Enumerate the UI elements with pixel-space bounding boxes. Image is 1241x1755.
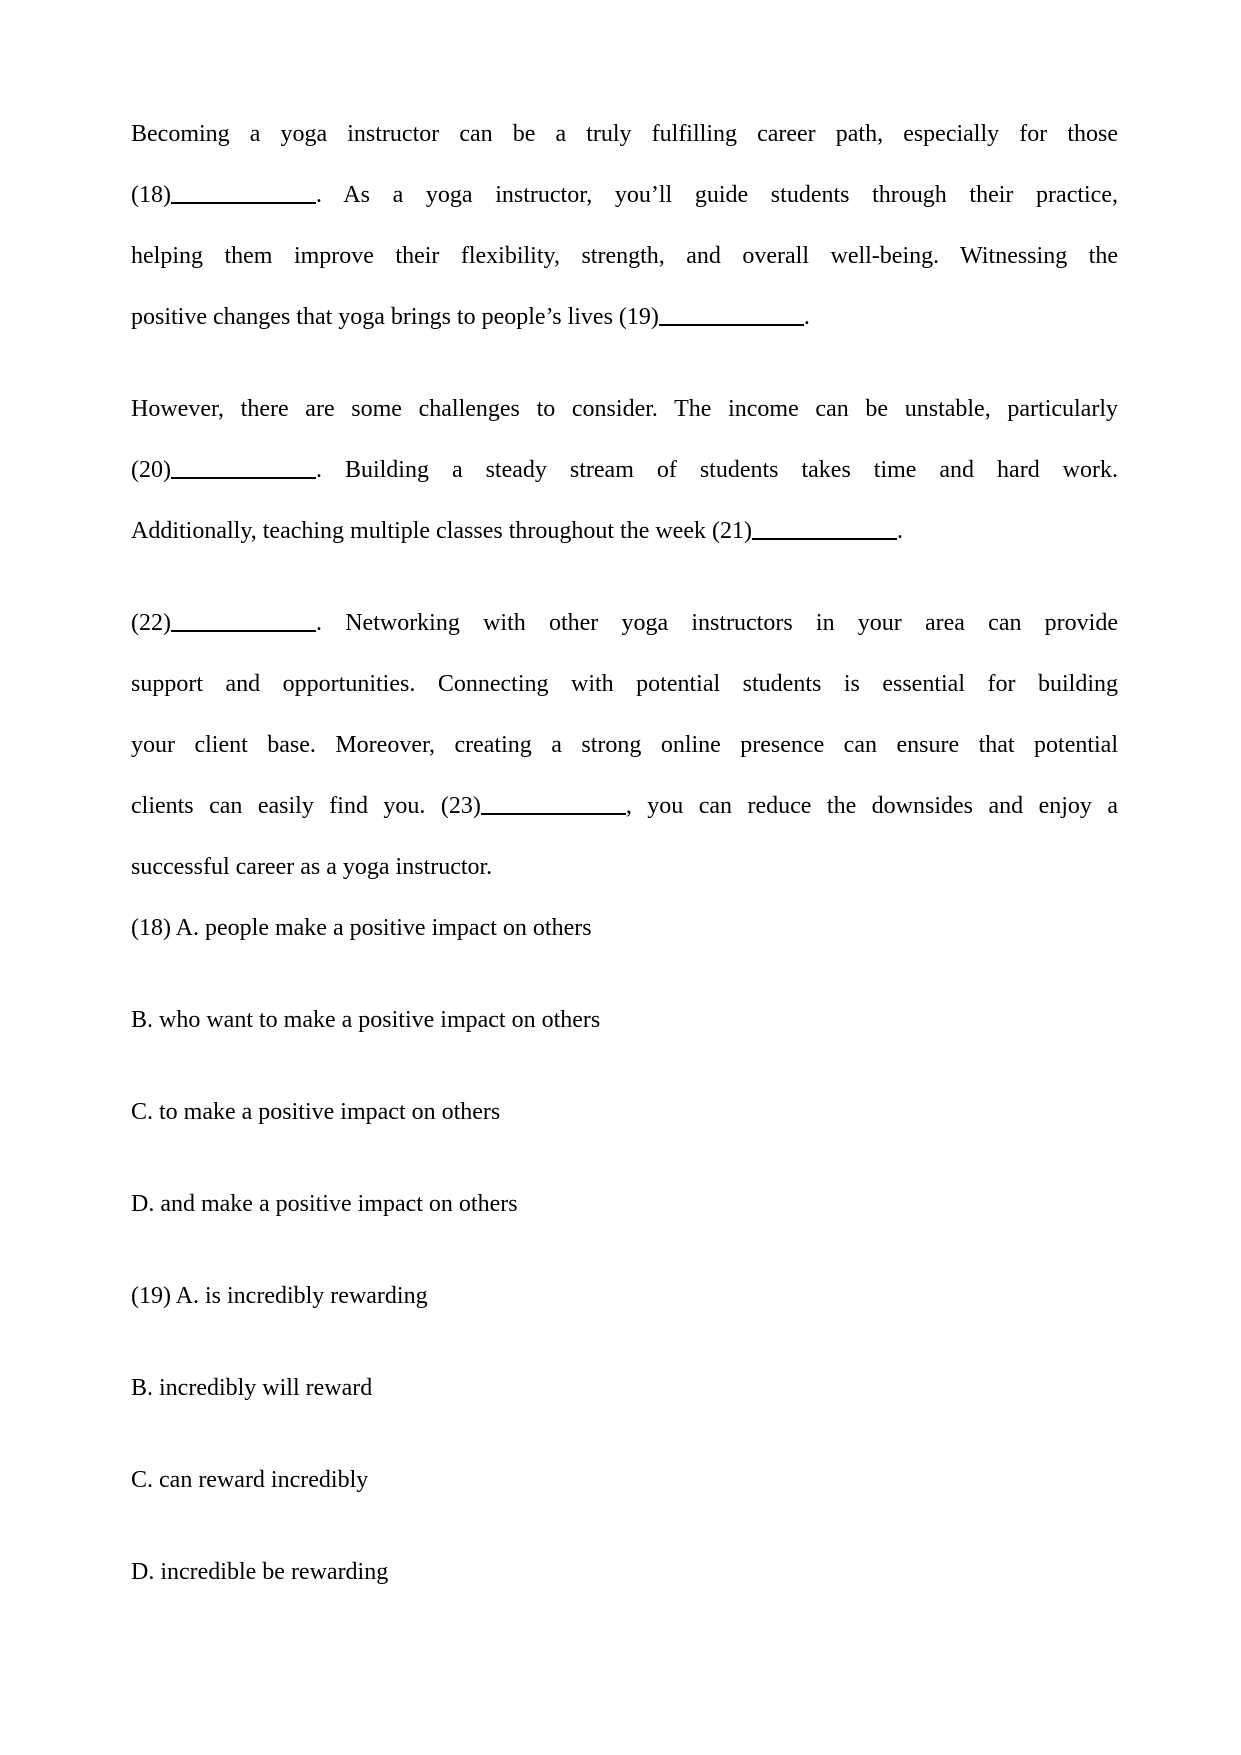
passage-text: . — [803, 304, 810, 330]
passage-text: . As a yoga instructor, you’ll guide students through their practice, — [315, 182, 1118, 208]
option-19-C: C. can reward incredibly — [131, 1467, 369, 1493]
option-18-C: C. to make a positive impact on others — [131, 1099, 501, 1125]
answer-blank-19 — [659, 302, 804, 326]
passage-text: helping them improve their flexibility, strength, and overall well-being. Witnessing the — [131, 243, 1118, 269]
passage-text: Becoming a yoga instructor can be a truly fulfilling career path, especially for those — [131, 121, 1118, 147]
answer-blank-21 — [752, 516, 897, 540]
passage-line — [131, 165, 1118, 226]
option-18-D: D. and make a positive impact on others — [131, 1191, 518, 1217]
passage — [131, 104, 1118, 898]
passage-text: (20) — [131, 457, 171, 483]
passage-text: However, there are some challenges to consider. The income can be unstable, particularly — [131, 396, 1118, 422]
passage-text: , you can reduce the downsides and enjoy a — [625, 793, 1118, 819]
paragraph — [131, 593, 1118, 898]
answer-blank-18 — [171, 180, 316, 204]
passage-line — [131, 776, 1118, 837]
passage-text: Additionally, teaching multiple classes throughout the week (21) — [131, 518, 752, 544]
answer-blank-20 — [171, 455, 316, 479]
passage-line — [131, 501, 1118, 562]
paragraph — [131, 104, 1118, 348]
passage-line — [131, 226, 1118, 287]
passage-line — [131, 837, 1118, 898]
passage-text: support and opportunities. Connecting with potential students is essential for building — [131, 671, 1118, 697]
passage-line — [131, 654, 1118, 715]
passage-text: successful career as a yoga instructor. — [131, 854, 493, 880]
options-list — [131, 898, 1118, 1603]
document-content — [131, 104, 1118, 1603]
passage-text: . — [896, 518, 903, 544]
passage-line — [131, 287, 1118, 348]
passage-text: (22) — [131, 610, 171, 636]
option-18-A: (18) A. people make a positive impact on others — [131, 915, 592, 941]
option-19-A: (19) A. is incredibly rewarding — [131, 1283, 428, 1309]
option-19-B: B. incredibly will reward — [131, 1375, 373, 1401]
passage-line — [131, 593, 1118, 654]
passage-text: . Networking with other yoga instructors in your area can provide — [315, 610, 1118, 636]
passage-text: your client base. Moreover, creating a strong online presence can ensure that potential — [131, 732, 1118, 758]
passage-line — [131, 440, 1118, 501]
passage-line — [131, 104, 1118, 165]
passage-text: . Building a steady stream of students takes time and hard work. — [315, 457, 1118, 483]
passage-line — [131, 715, 1118, 776]
answer-blank-22 — [171, 608, 316, 632]
answer-blank-23 — [481, 791, 626, 815]
option-19-D: D. incredible be rewarding — [131, 1559, 389, 1585]
passage-line — [131, 379, 1118, 440]
passage-text: positive changes that yoga brings to people’s lives (19) — [131, 304, 659, 330]
paragraph — [131, 379, 1118, 562]
option-18-B: B. who want to make a positive impact on others — [131, 1007, 601, 1033]
passage-text: clients can easily find you. (23) — [131, 793, 481, 819]
passage-text: (18) — [131, 182, 171, 208]
